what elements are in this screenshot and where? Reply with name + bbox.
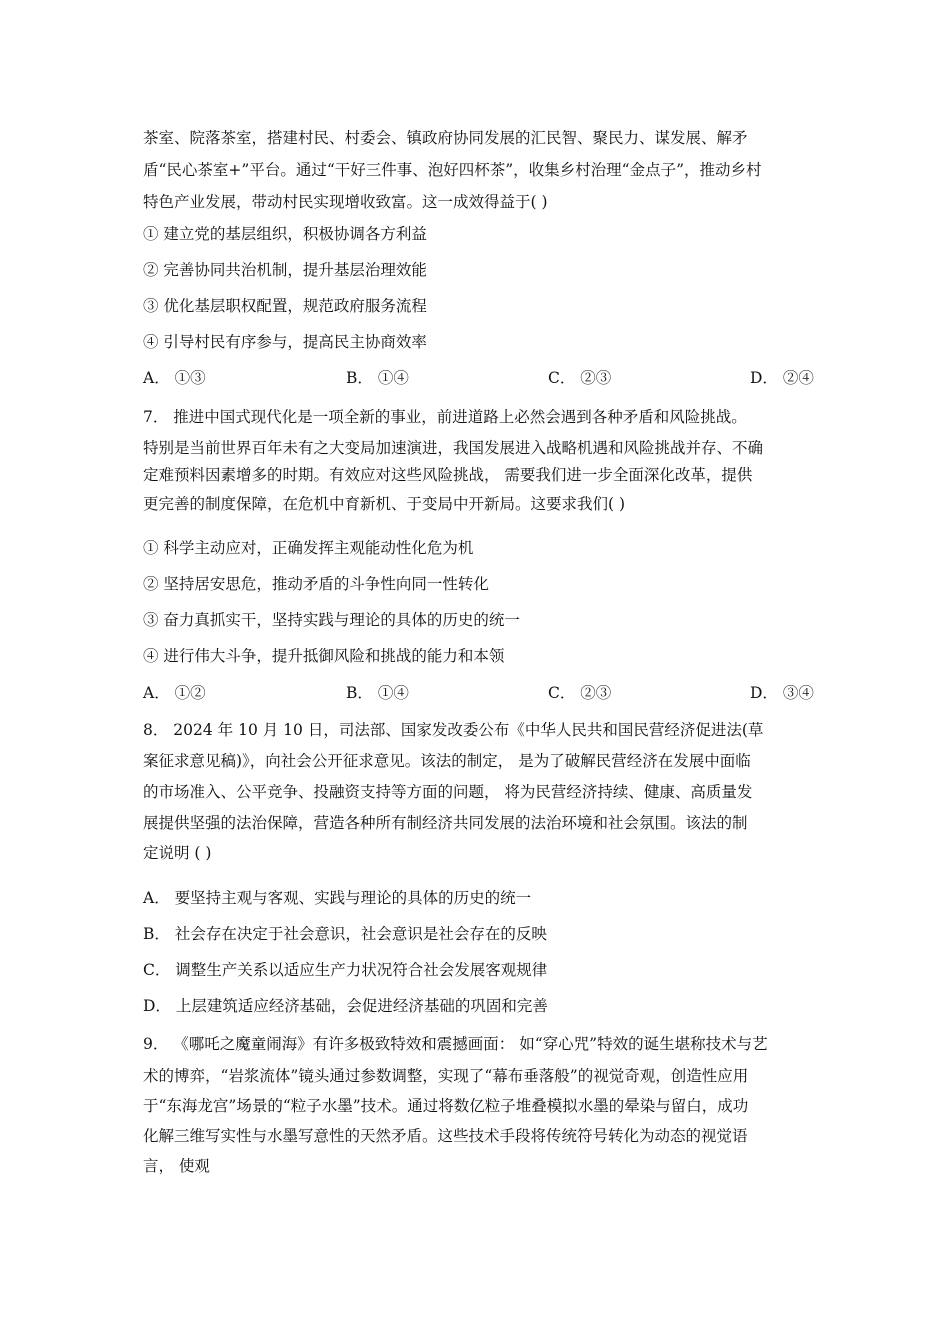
q8-choice-d[interactable]: D． 上层建筑适应经济基础，会促进经济基础的巩固和完善 xyxy=(143,997,548,1015)
q6-option-c[interactable]: C． ②③ xyxy=(548,369,612,387)
q6-option-b[interactable]: B． ①④ xyxy=(346,369,409,387)
q6-stem-line-2: 盾“民心茶室+”平台。通过“干好三件事、泡好四杯茶”，收集乡村治理“金点子”，推动乡村 xyxy=(143,161,762,179)
q6-stem-line-3: 特色产业发展，带动村民实现增收致富。这一成效得益于( ) xyxy=(143,193,548,211)
q6-option-d[interactable]: D． ②④ xyxy=(750,369,814,387)
q7-option-a[interactable]: A． ①② xyxy=(143,684,206,702)
q6-item-4: ④ 引导村民有序参与，提高民主协商效率 xyxy=(143,333,427,351)
q8-stem-line-2: 案征求意见稿)》，向社会公开征求意见。该法的制定， 是为了破解民营经济在发展中面临 xyxy=(143,752,751,770)
q8-stem-line-5: 定说明 ( ) xyxy=(143,844,212,862)
q7-item-4: ④ 进行伟大斗争，提升抵御风险和挑战的能力和本领 xyxy=(143,647,505,665)
q9-stem-line-5: 言， 使观 xyxy=(143,1157,210,1175)
q9-stem-line-2: 术的博弈，“岩浆流体”镜头通过参数调整，实现了“幕布垂落般”的视觉奇观，创造性应用 xyxy=(143,1067,749,1085)
q7-option-d[interactable]: D． ③④ xyxy=(750,684,814,702)
q6-item-3: ③ 优化基层职权配置，规范政府服务流程 xyxy=(143,297,427,315)
q6-item-1: ① 建立党的基层组织，积极协调各方利益 xyxy=(143,225,427,243)
q7-stem-line-2: 特别是当前世界百年未有之大变局加速演进，我国发展进入战略机遇和风险挑战并存、不确 xyxy=(143,439,764,457)
q8-choice-c[interactable]: C． 调整生产关系以适应生产力状况符合社会发展客观规律 xyxy=(143,961,548,979)
q6-options xyxy=(143,368,819,388)
q8-choice-a[interactable]: A． 要坚持主观与客观、实践与理论的具体的历史的统一 xyxy=(143,889,532,907)
q8-choice-b[interactable]: B． 社会存在决定于社会意识，社会意识是社会存在的反映 xyxy=(143,925,547,943)
q9-stem-line-1: 9． 《哪吒之魔童闹海》有许多极致特效和震撼画面： 如“穿心咒”特效的诞生堪称技术与艺 xyxy=(143,1035,768,1053)
q7-item-2: ② 坚持居安思危，推动矛盾的斗争性向同一性转化 xyxy=(143,575,489,593)
q6-option-a[interactable]: A． ①③ xyxy=(143,369,206,387)
q7-item-3: ③ 奋力真抓实干，坚持实践与理论的具体的历史的统一 xyxy=(143,611,520,629)
q7-stem-line-1: 7． 推进中国式现代化是一项全新的事业，前进道路上必然会遇到各种矛盾和风险挑战。 xyxy=(143,408,747,426)
q7-option-b[interactable]: B． ①④ xyxy=(346,684,409,702)
q7-options xyxy=(143,683,819,703)
q8-stem-line-1: 8． 2024 年 10 月 10 日，司法部、国家发改委公布《中华人民共和国民营经济促进法(草 xyxy=(143,721,764,739)
q7-option-c[interactable]: C． ②③ xyxy=(548,684,612,702)
q7-stem-line-4: 更完善的制度保障，在危机中育新机、于变局中开新局。这要求我们( ) xyxy=(143,495,626,513)
q9-stem-line-4: 化解三维写实性与水墨写意性的天然矛盾。这些技术手段将传统符号转化为动态的视觉语 xyxy=(143,1127,748,1145)
q7-item-1: ① 科学主动应对，正确发挥主观能动性化危为机 xyxy=(143,539,474,557)
q7-stem-line-3: 定难预料因素增多的时期。有效应对这些风险挑战， 需要我们进一步全面深化改革，提供 xyxy=(143,466,753,484)
q6-stem-line-1: 茶室、院落茶室，搭建村民、村委会、镇政府协同发展的汇民智、聚民力、谋发展、解矛 xyxy=(143,129,748,147)
q9-stem-line-3: 于“东海龙宫”场景的“粒子水墨”技术。通过将数亿粒子堆叠模拟水墨的晕染与留白，成功 xyxy=(143,1097,749,1115)
q8-stem-line-3: 的市场准入、公平竞争、投融资支持等方面的问题， 将为民营经济持续、健康、高质量发 xyxy=(143,783,753,801)
q8-stem-line-4: 展提供坚强的法治保障，营造各种所有制经济共同发展的法治环境和社会氛围。该法的制 xyxy=(143,814,748,832)
q6-item-2: ② 完善协同共治机制，提升基层治理效能 xyxy=(143,261,427,279)
